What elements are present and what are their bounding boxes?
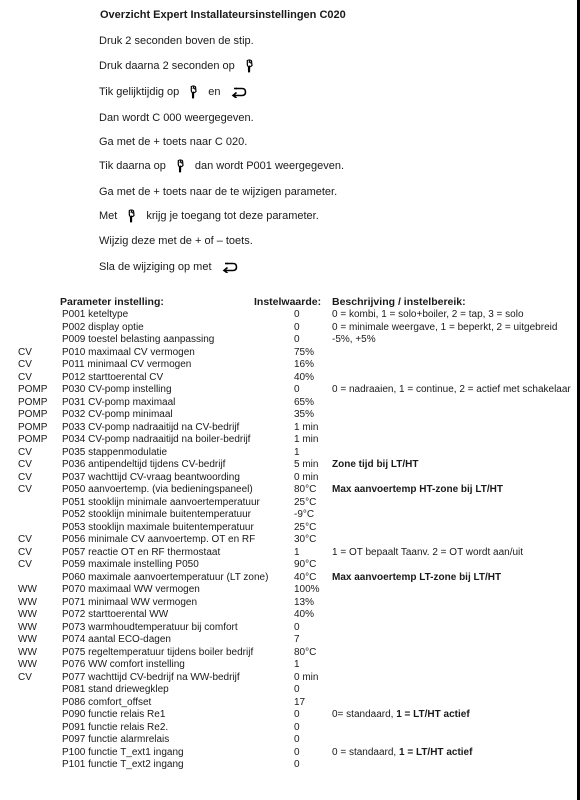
table-row bbox=[0, 397, 580, 410]
row-parameter bbox=[62, 459, 225, 472]
row-parameter bbox=[62, 384, 172, 397]
row-code: P035 bbox=[62, 446, 86, 458]
row-parameter bbox=[62, 572, 268, 585]
table-row bbox=[0, 384, 580, 397]
table-row bbox=[0, 534, 580, 547]
instruction-text: Ga met de + toets naar de te wijzigen parameter. bbox=[99, 186, 338, 198]
row-name: maximaal WW vermogen bbox=[88, 584, 200, 595]
row-desc-text: 0= standaard, bbox=[332, 709, 397, 720]
document-title: Overzicht Expert Installateursinstellingen C020 bbox=[100, 9, 346, 21]
row-group: POMP bbox=[18, 384, 48, 395]
row-desc-bold: Max aanvoertemp LT-zone bij LT/HT bbox=[332, 571, 502, 583]
row-name: minimale CV aanvoertemp. OT en RF bbox=[88, 534, 256, 545]
row-desc-text: 0 = kombi, 1 = solo+boiler, 2 = tap, 3 = solo bbox=[332, 309, 524, 320]
row-group: POMP bbox=[18, 409, 48, 420]
table-row bbox=[0, 547, 580, 560]
row-name: display optie bbox=[88, 321, 144, 333]
row-parameter bbox=[62, 609, 168, 622]
row-group: WW bbox=[18, 659, 37, 670]
row-name: functie alarmrelais bbox=[88, 734, 170, 745]
row-group: CV bbox=[18, 534, 32, 545]
row-group: WW bbox=[18, 584, 37, 595]
row-group: WW bbox=[18, 634, 37, 645]
row-name: functie T_ext2 ingang bbox=[88, 759, 184, 770]
row-value: 80°C bbox=[294, 484, 317, 495]
row-parameter bbox=[62, 372, 163, 385]
row-desc-bold: 1 = LT/HT actief bbox=[399, 746, 473, 758]
row-desc-bold: Max aanvoertemp HT-zone bij LT/HT bbox=[332, 484, 503, 495]
row-name: wachttijd CV-vraag beantwoording bbox=[88, 471, 240, 483]
row-name: wachttijd CV-bedrijf na WW-bedrijf bbox=[88, 671, 240, 683]
row-name: minimaal WW vermogen bbox=[88, 596, 198, 608]
row-parameter bbox=[62, 584, 200, 597]
row-name: stooklijn minimale aanvoertemperatuur bbox=[88, 496, 260, 508]
row-parameter bbox=[62, 534, 255, 547]
table-row bbox=[0, 709, 580, 722]
row-name: CV-pomp nadraaitijd na boiler-bedrijf bbox=[88, 434, 251, 445]
row-value: 0 bbox=[294, 334, 300, 345]
row-code: P070 bbox=[62, 584, 86, 595]
row-group: CV bbox=[18, 559, 32, 570]
row-value: 0 bbox=[294, 684, 300, 695]
row-value: 0 min bbox=[294, 471, 319, 483]
row-code: P009 bbox=[62, 334, 86, 345]
row-name: aantal ECO-dagen bbox=[88, 634, 171, 645]
instruction-text: Wijzig deze met de + of – toets. bbox=[99, 235, 253, 247]
table-row bbox=[0, 572, 580, 585]
instruction-text: en bbox=[208, 86, 221, 98]
row-value: 0 bbox=[294, 746, 300, 758]
table-header bbox=[0, 295, 580, 309]
row-name: CV-pomp nadraaitijd na CV-bedrijf bbox=[88, 421, 240, 433]
row-group: CV bbox=[18, 546, 32, 558]
row-code: P032 bbox=[62, 409, 86, 420]
row-name: warmhoudtemperatuur bij comfort bbox=[88, 621, 238, 633]
row-name: regeltemperatuur tijdens boiler bedrijf bbox=[88, 646, 254, 658]
row-value: 90°C bbox=[294, 559, 317, 570]
row-code: P031 bbox=[62, 396, 86, 408]
row-value: 0 bbox=[294, 721, 300, 733]
row-name: CV-pomp maximaal bbox=[88, 396, 176, 408]
row-group: CV bbox=[18, 446, 32, 458]
table-row bbox=[0, 697, 580, 710]
row-code: P001 bbox=[62, 309, 86, 320]
key-icon bbox=[176, 159, 185, 173]
row-description bbox=[332, 322, 557, 335]
row-parameter bbox=[62, 322, 144, 335]
table-row bbox=[0, 559, 580, 572]
row-code: P073 bbox=[62, 621, 86, 633]
table-row bbox=[0, 747, 580, 760]
row-description bbox=[332, 309, 524, 322]
row-code: P081 bbox=[62, 684, 86, 695]
row-group: CV bbox=[18, 471, 32, 483]
table-row bbox=[0, 672, 580, 685]
row-value: 35% bbox=[294, 409, 315, 420]
row-value: 75% bbox=[294, 346, 315, 358]
row-description bbox=[332, 384, 571, 397]
row-code: P051 bbox=[62, 496, 86, 508]
row-value: 0 bbox=[294, 709, 300, 720]
row-value: 5 min bbox=[294, 459, 319, 470]
row-name: comfort_offset bbox=[88, 696, 152, 708]
row-code: P050 bbox=[62, 484, 86, 495]
row-parameter bbox=[62, 422, 239, 435]
row-parameter bbox=[62, 647, 253, 660]
row-code: P100 bbox=[62, 746, 86, 758]
row-value: 25°C bbox=[294, 496, 317, 508]
row-name: maximaal CV vermogen bbox=[88, 346, 195, 358]
row-group: WW bbox=[18, 621, 37, 633]
row-description bbox=[332, 334, 376, 347]
row-value: 40°C bbox=[294, 571, 317, 583]
row-value: 0 bbox=[294, 309, 300, 320]
instruction-line bbox=[99, 184, 337, 200]
instruction-text: krijg je toegang tot deze parameter. bbox=[146, 210, 319, 222]
table-row bbox=[0, 522, 580, 535]
row-code: P090 bbox=[62, 709, 86, 720]
row-parameter bbox=[62, 472, 240, 485]
row-description bbox=[332, 709, 470, 722]
table-row bbox=[0, 722, 580, 735]
row-code: P057 bbox=[62, 546, 86, 558]
table-row bbox=[0, 372, 580, 385]
table-row bbox=[0, 759, 580, 772]
row-name: minimaal CV vermogen bbox=[87, 359, 192, 370]
row-parameter bbox=[62, 409, 173, 422]
row-value: 13% bbox=[294, 596, 315, 608]
row-group: CV bbox=[18, 671, 32, 683]
row-description bbox=[332, 747, 472, 760]
row-value: 0 bbox=[294, 734, 300, 745]
header-value: Instelwaarde: bbox=[254, 296, 322, 308]
instruction-text: dan wordt P001 weergegeven. bbox=[194, 160, 345, 172]
row-value: 1 min bbox=[294, 434, 319, 445]
table-row bbox=[0, 634, 580, 647]
row-desc-bold: 1 = LT/HT actief bbox=[396, 709, 470, 720]
row-group: CV bbox=[18, 484, 32, 495]
row-value: -9°C bbox=[294, 509, 315, 520]
row-value: 1 bbox=[294, 446, 300, 458]
row-parameter bbox=[62, 334, 214, 347]
row-code: P056 bbox=[62, 534, 86, 545]
table-row bbox=[0, 422, 580, 435]
row-name: stooklijn maximale buitentemperatuur bbox=[88, 521, 254, 533]
parameter-table bbox=[0, 295, 580, 772]
row-parameter bbox=[62, 522, 254, 535]
instruction-text: Tik daarna op bbox=[99, 160, 166, 172]
instruction-line bbox=[99, 33, 254, 49]
instruction-text: Ga met de + toets naar C 020. bbox=[99, 136, 248, 148]
row-value: 0 bbox=[294, 384, 300, 395]
row-value: 1 bbox=[294, 659, 300, 670]
table-row bbox=[0, 334, 580, 347]
row-value: 40% bbox=[294, 371, 315, 383]
table-row bbox=[0, 597, 580, 610]
instruction-line bbox=[99, 259, 248, 275]
row-code: P059 bbox=[62, 559, 86, 570]
row-desc-text: 0 = standaard, bbox=[332, 746, 399, 758]
row-name: maximale aanvoertemperatuur (LT zone) bbox=[88, 571, 269, 583]
row-code: P071 bbox=[62, 596, 86, 608]
row-parameter bbox=[62, 747, 184, 760]
key-icon bbox=[127, 209, 136, 223]
row-name: starttoerental WW bbox=[88, 609, 169, 620]
row-value: 0 bbox=[294, 621, 300, 633]
row-description bbox=[332, 547, 523, 560]
row-code: P012 bbox=[62, 371, 86, 383]
row-parameter bbox=[62, 559, 199, 572]
instruction-line bbox=[99, 158, 344, 174]
row-parameter bbox=[62, 547, 220, 560]
row-parameter bbox=[62, 509, 251, 522]
row-code: P010 bbox=[62, 346, 86, 358]
row-parameter bbox=[62, 672, 240, 685]
row-code: P052 bbox=[62, 509, 86, 520]
row-desc-text: -5%, +5% bbox=[332, 334, 376, 345]
row-name: WW comfort instelling bbox=[88, 659, 185, 670]
row-parameter bbox=[62, 659, 185, 672]
table-row bbox=[0, 347, 580, 360]
row-value: 1 bbox=[294, 546, 300, 558]
table-row bbox=[0, 734, 580, 747]
row-code: P086 bbox=[62, 696, 86, 708]
row-parameter bbox=[62, 622, 238, 635]
row-value: 16% bbox=[294, 359, 315, 370]
row-value: 1 min bbox=[294, 421, 319, 433]
table-row bbox=[0, 459, 580, 472]
instruction-line bbox=[99, 233, 253, 249]
table-row bbox=[0, 659, 580, 672]
row-parameter bbox=[62, 359, 191, 372]
row-name: stand driewegklep bbox=[88, 684, 169, 695]
key-icon bbox=[245, 59, 254, 73]
row-group: CV bbox=[18, 346, 32, 358]
row-code: P030 bbox=[62, 384, 86, 395]
row-parameter bbox=[62, 697, 151, 710]
row-parameter bbox=[62, 684, 169, 697]
row-name: functie relais Re1 bbox=[88, 709, 166, 720]
table-row bbox=[0, 647, 580, 660]
table-row bbox=[0, 497, 580, 510]
row-desc-text: 0 = nadraaien, 1 = continue, 2 = actief met schakelaar bbox=[332, 384, 571, 395]
header-description: Beschrijving / instelbereik: bbox=[332, 296, 466, 308]
row-group: CV bbox=[18, 459, 32, 470]
row-name: starttoerental CV bbox=[88, 371, 164, 383]
row-desc-text: 1 = OT bepaalt Taanv. 2 = OT wordt aan/uit bbox=[332, 546, 524, 558]
row-parameter bbox=[62, 734, 169, 747]
header-parameter: Parameter instelling: bbox=[60, 296, 164, 308]
row-name: stooklijn minimale buitentemperatuur bbox=[88, 509, 251, 520]
row-parameter bbox=[62, 434, 250, 447]
row-parameter bbox=[62, 759, 184, 772]
return-arrow-icon bbox=[231, 86, 247, 98]
row-value: 100% bbox=[294, 584, 320, 595]
row-parameter bbox=[62, 447, 167, 460]
row-name: functie T_ext1 ingang bbox=[88, 746, 184, 758]
row-parameter bbox=[62, 347, 195, 360]
row-parameter bbox=[62, 709, 165, 722]
row-code: P072 bbox=[62, 609, 86, 620]
row-code: P033 bbox=[62, 421, 86, 433]
instruction-text: Met bbox=[99, 210, 118, 222]
row-code: P091 bbox=[62, 721, 86, 733]
row-value: 80°C bbox=[294, 646, 317, 658]
row-desc-text: 0 = minimale weergave, 1 = beperkt, 2 = uitgebreid bbox=[332, 321, 558, 333]
row-group: POMP bbox=[18, 421, 48, 433]
row-code: P011 bbox=[62, 359, 85, 370]
row-name: CV-pomp instelling bbox=[88, 384, 172, 395]
table-row bbox=[0, 447, 580, 460]
row-value: 30°C bbox=[294, 534, 317, 545]
row-group: CV bbox=[18, 359, 32, 370]
instruction-text: Sla de wijziging op met bbox=[99, 261, 212, 273]
row-group: WW bbox=[18, 646, 37, 658]
row-name: functie relais Re2. bbox=[88, 721, 169, 733]
table-row bbox=[0, 322, 580, 335]
row-code: P074 bbox=[62, 634, 86, 645]
row-description bbox=[332, 484, 503, 497]
row-parameter bbox=[62, 597, 197, 610]
row-value: 25°C bbox=[294, 521, 317, 533]
instruction-line bbox=[99, 84, 257, 100]
row-value: 7 bbox=[294, 634, 300, 645]
key-icon bbox=[189, 85, 198, 99]
row-name: stappenmodulatie bbox=[88, 446, 168, 458]
table-body bbox=[0, 309, 580, 772]
row-code: P076 bbox=[62, 659, 86, 670]
row-code: P075 bbox=[62, 646, 86, 658]
instruction-line bbox=[99, 208, 319, 224]
row-code: P053 bbox=[62, 521, 86, 533]
row-description bbox=[332, 459, 418, 472]
row-desc-bold: Zone tijd bij LT/HT bbox=[332, 459, 419, 470]
instruction-text: Druk 2 seconden boven de stip. bbox=[99, 35, 254, 47]
instruction-text: Druk daarna 2 seconden op bbox=[99, 60, 235, 72]
row-parameter bbox=[62, 722, 168, 735]
instruction-line bbox=[99, 110, 254, 126]
table-row bbox=[0, 484, 580, 497]
row-group: POMP bbox=[18, 434, 48, 445]
instruction-line bbox=[99, 134, 247, 150]
row-code: P037 bbox=[62, 471, 86, 483]
row-value: 0 min bbox=[294, 671, 319, 683]
row-code: P101 bbox=[62, 759, 86, 770]
row-name: maximale instelling P050 bbox=[88, 559, 199, 570]
table-row bbox=[0, 609, 580, 622]
table-row bbox=[0, 509, 580, 522]
row-group: WW bbox=[18, 609, 37, 620]
row-name: aanvoertemp. (via bedieningspaneel) bbox=[88, 484, 253, 495]
row-parameter bbox=[62, 309, 128, 322]
row-name: CV-pomp minimaal bbox=[88, 409, 173, 420]
row-code: P036 bbox=[62, 459, 86, 470]
row-value: 0 bbox=[294, 321, 300, 333]
row-value: 65% bbox=[294, 396, 315, 408]
row-group: POMP bbox=[18, 396, 48, 408]
row-value: 0 bbox=[294, 759, 300, 770]
row-name: antipendeltijd tijdens CV-bedrijf bbox=[88, 459, 226, 470]
row-description bbox=[332, 572, 501, 585]
row-parameter bbox=[62, 397, 175, 410]
table-row bbox=[0, 472, 580, 485]
row-code: P060 bbox=[62, 571, 86, 583]
row-value: 17 bbox=[294, 696, 306, 708]
row-parameter bbox=[62, 634, 171, 647]
row-name: keteltype bbox=[88, 309, 129, 320]
table-row bbox=[0, 684, 580, 697]
table-row bbox=[0, 359, 580, 372]
row-name: toestel belasting aanpassing bbox=[88, 334, 215, 345]
return-arrow-icon bbox=[222, 261, 238, 273]
table-row bbox=[0, 409, 580, 422]
instruction-line bbox=[99, 58, 264, 74]
table-row bbox=[0, 584, 580, 597]
row-code: P002 bbox=[62, 321, 86, 333]
table-row bbox=[0, 434, 580, 447]
row-group: CV bbox=[18, 371, 32, 383]
row-code: P077 bbox=[62, 671, 86, 683]
row-code: P034 bbox=[62, 434, 86, 445]
instruction-text: Tik gelijktijdig op bbox=[99, 86, 180, 98]
row-code: P097 bbox=[62, 734, 86, 745]
row-value: 40% bbox=[294, 609, 315, 620]
row-parameter bbox=[62, 497, 260, 510]
row-parameter bbox=[62, 484, 253, 497]
table-row bbox=[0, 309, 580, 322]
table-row bbox=[0, 622, 580, 635]
instruction-text: Dan wordt C 000 weergegeven. bbox=[99, 112, 254, 124]
row-group: WW bbox=[18, 596, 37, 608]
row-name: reactie OT en RF thermostaat bbox=[88, 546, 221, 558]
